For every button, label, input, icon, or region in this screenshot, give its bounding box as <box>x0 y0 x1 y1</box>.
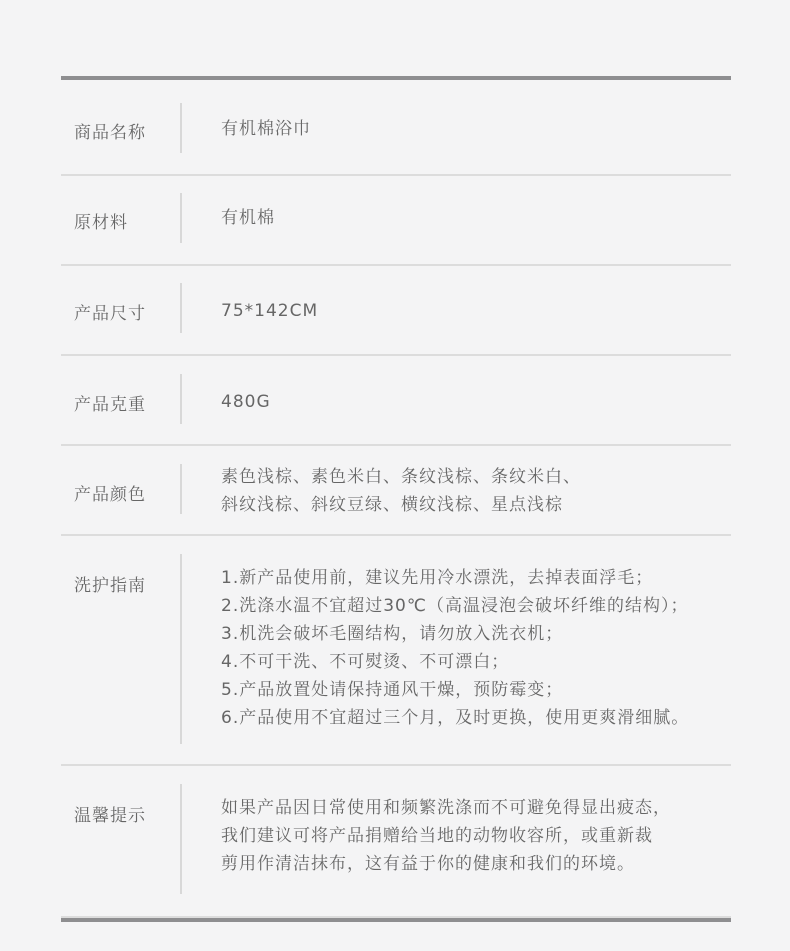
row-value <box>221 463 581 519</box>
row-value <box>221 564 689 732</box>
row-value <box>221 297 318 325</box>
row-colors <box>61 446 731 536</box>
value-line: 素色浅棕、素色米白、条纹浅棕、条纹米白、 <box>221 467 581 487</box>
row-label: 产品颜色 <box>74 485 146 505</box>
value-line: 5.产品放置处请保持通风干燥，预防霉变； <box>221 680 564 700</box>
spec-table <box>61 76 731 922</box>
column-divider <box>180 283 182 333</box>
row-weight <box>61 356 731 446</box>
row-label: 商品名称 <box>74 123 146 143</box>
column-divider <box>180 784 182 894</box>
bottom-rule <box>61 918 731 922</box>
row-care-guide <box>61 536 731 766</box>
value-line: 我们建议可将产品捐赠给当地的动物收容所，或重新裁 <box>221 826 653 846</box>
value-line: 剪用作清洁抹布，这有益于你的健康和我们的环境。 <box>221 854 635 874</box>
column-divider <box>180 374 182 424</box>
row-label: 洗护指南 <box>74 576 146 596</box>
value-line: 如果产品因日常使用和频繁洗涤而不可避免得显出疲态， <box>221 798 671 818</box>
row-material <box>61 176 731 266</box>
column-divider <box>180 554 182 744</box>
row-value <box>221 115 311 143</box>
column-divider <box>180 103 182 153</box>
value-line: 3.机洗会破坏毛圈结构，请勿放入洗衣机； <box>221 624 564 644</box>
row-label: 原材料 <box>74 213 128 233</box>
row-label: 温馨提示 <box>74 806 146 826</box>
value-line: 6.产品使用不宜超过三个月，及时更换，使用更爽滑细腻。 <box>221 708 690 728</box>
row-size <box>61 266 731 356</box>
row-value <box>221 204 275 232</box>
value-line: 480G <box>221 392 271 412</box>
row-value <box>221 794 671 878</box>
value-line: 75*142CM <box>221 301 319 321</box>
value-line: 斜纹浅棕、斜纹豆绿、横纹浅棕、星点浅棕 <box>221 495 563 515</box>
value-line: 2.洗涤水温不宜超过30℃（高温浸泡会破坏纤维的结构）； <box>221 596 689 616</box>
column-divider <box>180 464 182 514</box>
row-value <box>221 388 271 416</box>
row-tips <box>61 766 731 918</box>
row-product-name <box>61 80 731 176</box>
row-label: 产品尺寸 <box>74 304 146 324</box>
value-line: 有机棉浴巾 <box>221 119 311 139</box>
row-label: 产品克重 <box>74 395 146 415</box>
column-divider <box>180 193 182 243</box>
value-line: 4.不可干洗、不可熨烫、不可漂白； <box>221 652 510 672</box>
value-line: 1.新产品使用前，建议先用冷水漂洗，去掉表面浮毛； <box>221 568 654 588</box>
value-line: 有机棉 <box>221 208 275 228</box>
